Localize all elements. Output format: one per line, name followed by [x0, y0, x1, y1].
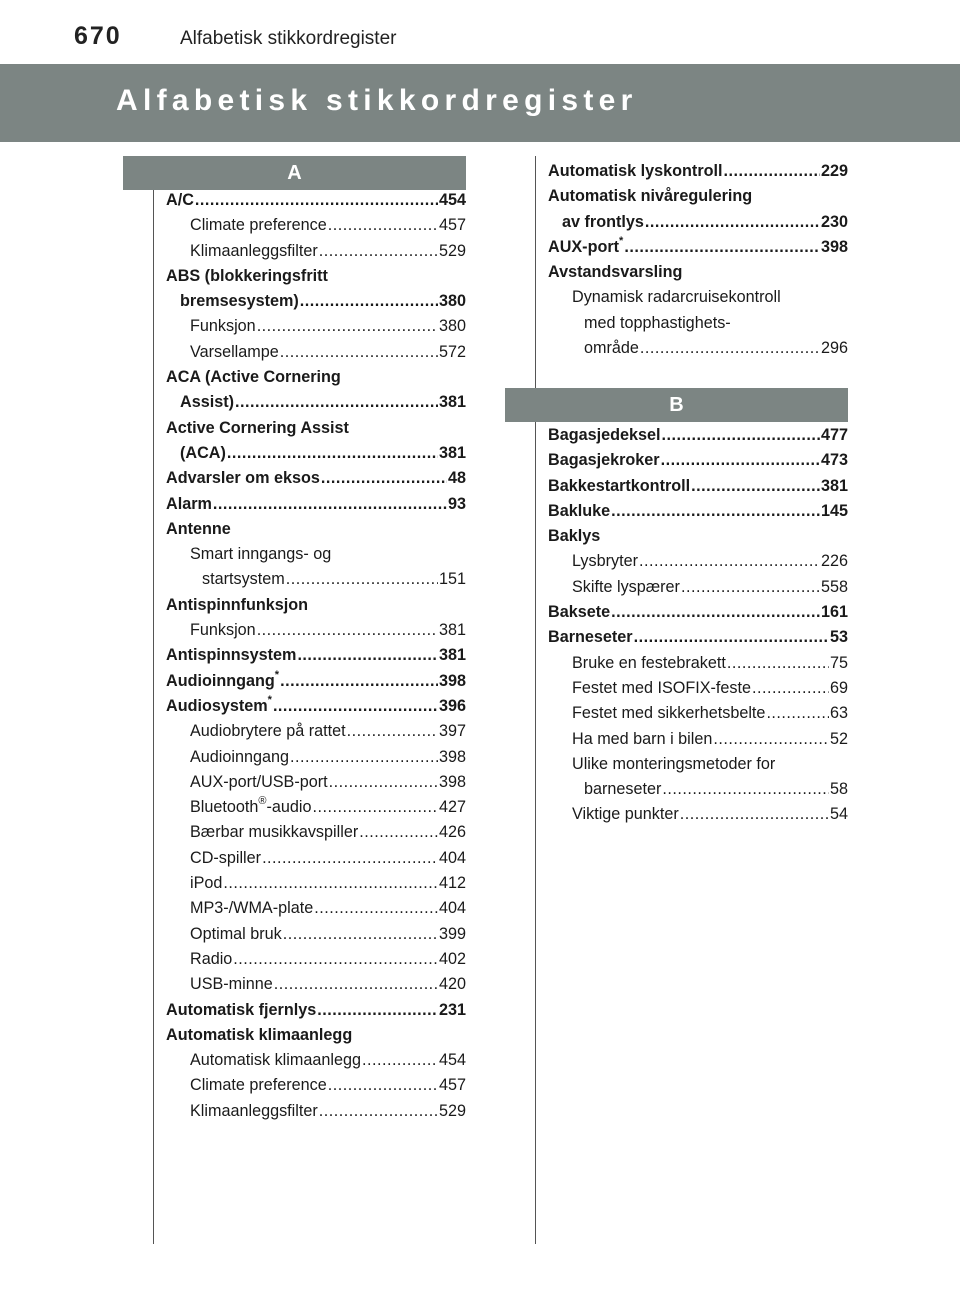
- dot-leader: [283, 922, 438, 947]
- superscript-mark: *: [267, 693, 272, 706]
- index-entry: [166, 669, 466, 694]
- index-entry: [166, 820, 466, 845]
- dot-leader: [359, 820, 438, 845]
- index-entry-label: Active Cornering Assist: [166, 418, 349, 437]
- index-entry: [548, 600, 848, 625]
- index-entry: [548, 184, 848, 209]
- index-entry-page: 54: [829, 805, 848, 824]
- index-entry-page: 381: [438, 443, 466, 462]
- dot-leader: [661, 423, 820, 448]
- index-entry: [166, 188, 466, 213]
- index-entry-label: område: [584, 339, 639, 358]
- index-entry-page: 151: [438, 570, 466, 589]
- index-entry-label: Festet med ISOFIX-feste: [572, 678, 752, 697]
- index-entry-page: 381: [820, 476, 848, 495]
- index-entry: [548, 625, 848, 650]
- index-entry-label: barneseter: [584, 780, 662, 799]
- index-entry: [166, 239, 466, 264]
- index-entry-label: Baklys: [548, 527, 601, 546]
- index-entry-page: 457: [438, 216, 466, 235]
- index-entry-page: 230: [820, 212, 848, 231]
- index-entry-label: Festet med sikkerhetsbelte: [572, 704, 766, 723]
- index-entry: [166, 922, 466, 947]
- index-entry-label: Lysbryter: [572, 552, 638, 571]
- index-entry-label: Smart inngangs- og: [190, 545, 332, 564]
- index-entry: [166, 340, 466, 365]
- dot-leader: [680, 802, 829, 827]
- index-entry: [166, 694, 466, 719]
- index-entry-page: 454: [438, 1051, 466, 1070]
- index-entry-page: 161: [820, 603, 848, 622]
- index-entry-page: 93: [447, 494, 466, 513]
- dot-leader: [262, 846, 438, 871]
- index-column-right-top: [548, 159, 848, 361]
- dot-leader: [681, 575, 820, 600]
- index-entry-label: med topphastighets-: [584, 313, 731, 332]
- index-entry-label: Viktige punkter: [572, 805, 679, 824]
- index-entry: [166, 998, 466, 1023]
- index-entry-label: Bruke en festebrakett: [572, 653, 726, 672]
- index-entry-label: Funksjon: [190, 621, 256, 640]
- index-entry-page: 381: [438, 621, 466, 640]
- index-entry: [548, 311, 848, 336]
- index-column-right-b: [548, 423, 848, 828]
- index-entry-page: 380: [438, 317, 466, 336]
- page-number: 670: [74, 22, 122, 50]
- index-entry-page: 229: [820, 162, 848, 180]
- index-entry-label: ACA (Active Cornering: [166, 368, 341, 387]
- index-entry-label: Ha med barn i bilen: [572, 729, 713, 748]
- index-entry-page: 381: [438, 646, 466, 665]
- index-entry: [166, 314, 466, 339]
- dot-leader: [691, 474, 820, 499]
- index-entry-label: AUX-port*: [548, 234, 624, 256]
- index-entry-label: Baksete: [548, 603, 611, 622]
- index-entry-page: 380: [438, 292, 466, 311]
- index-entry-label: Automatisk klimaanlegg: [190, 1051, 361, 1070]
- index-entry-page: 427: [438, 798, 466, 817]
- index-entry: [166, 1073, 466, 1098]
- index-entry: [166, 593, 466, 618]
- index-entry-page: 398: [438, 671, 466, 690]
- page-header: [0, 0, 960, 60]
- index-entry-label: Radio: [190, 949, 233, 968]
- index-entry-page: 426: [438, 823, 466, 842]
- index-entry-label: CD-spiller: [190, 848, 262, 867]
- index-entry: [166, 846, 466, 871]
- dot-leader: [662, 777, 829, 802]
- running-title: Alfabetisk stikkordregister: [180, 28, 397, 49]
- index-entry: [166, 416, 466, 441]
- index-entry-label: Varsellampe: [190, 342, 279, 361]
- right-column-rule: [535, 156, 536, 1244]
- superscript-mark: *: [619, 234, 624, 247]
- index-entry-label: (ACA): [180, 443, 226, 462]
- dot-leader: [328, 1073, 438, 1098]
- dot-leader: [223, 871, 438, 896]
- index-entry-page: 420: [438, 975, 466, 994]
- index-entry-label: Barneseter: [548, 628, 633, 647]
- index-entry-label: Ulike monteringsmetoder for: [572, 754, 776, 773]
- index-entry: [166, 795, 466, 820]
- index-entry-page: 69: [829, 678, 848, 697]
- index-entry-label: Bagasjekroker: [548, 451, 660, 470]
- index-entry-label: startsystem: [202, 570, 285, 589]
- dot-leader: [661, 448, 820, 473]
- index-entry-page: 53: [829, 628, 848, 647]
- index-entry-page: 398: [438, 772, 466, 791]
- index-entry: [548, 448, 848, 473]
- dot-leader: [321, 466, 447, 491]
- index-entry-label: Avstandsvarsling: [548, 263, 683, 282]
- dot-leader: [319, 1099, 438, 1124]
- index-entry-page: 52: [829, 729, 848, 748]
- dot-leader: [328, 213, 438, 238]
- dot-leader: [290, 745, 438, 770]
- superscript-mark: *: [274, 668, 280, 681]
- index-entry: [548, 159, 848, 184]
- dot-leader: [713, 727, 829, 752]
- index-entry-page: 398: [438, 747, 466, 766]
- index-entry-label: Skifte lyspærer: [572, 577, 680, 596]
- index-entry-label: Climate preference: [190, 1076, 327, 1095]
- dot-leader: [213, 492, 447, 517]
- index-entry-label: Optimal bruk: [190, 924, 282, 943]
- dot-leader: [286, 567, 438, 592]
- index-entry-page: 226: [820, 552, 848, 571]
- index-entry: [166, 441, 466, 466]
- index-entry-label: Bærbar musikkavspiller: [190, 823, 359, 842]
- index-entry: [166, 567, 466, 592]
- index-entry: [166, 213, 466, 238]
- dot-leader: [273, 694, 438, 719]
- letter-heading-b: B: [505, 388, 848, 422]
- index-entry: [548, 260, 848, 285]
- dot-leader: [317, 998, 438, 1023]
- index-entry-page: 404: [438, 848, 466, 867]
- index-entry-page: 473: [820, 451, 848, 470]
- index-entry-label: Audioinngang: [190, 747, 290, 766]
- index-entry-label: MP3-/WMA-plate: [190, 899, 314, 918]
- index-entry-label: Bluetooth®-audio: [190, 795, 312, 817]
- index-entry: [166, 1048, 466, 1073]
- index-entry-label: Klimaanleggsfilter: [190, 1101, 318, 1120]
- dot-leader: [611, 499, 820, 524]
- dot-leader: [640, 336, 820, 361]
- index-entry: [548, 651, 848, 676]
- index-column-left: [166, 188, 466, 1124]
- index-entry-page: 572: [438, 342, 466, 361]
- index-entry: [548, 210, 848, 235]
- index-entry: [548, 336, 848, 361]
- index-entry-page: 231: [438, 1000, 466, 1019]
- index-entry-page: 529: [438, 241, 466, 260]
- dot-leader: [274, 972, 438, 997]
- index-entry-page: 58: [829, 780, 848, 799]
- index-entry-label: Assist): [180, 393, 234, 412]
- index-entry-page: 454: [438, 191, 466, 209]
- index-entry: [548, 524, 848, 549]
- index-entry: [548, 752, 848, 777]
- index-entry-page: 398: [820, 237, 848, 256]
- index-entry-label: Advarsler om eksos: [166, 469, 320, 488]
- index-entry: [548, 423, 848, 448]
- dot-leader: [727, 651, 829, 676]
- index-entry-label: USB-minne: [190, 975, 273, 994]
- index-entry-label: Automatisk fjernlys: [166, 1000, 317, 1019]
- index-entry: [166, 745, 466, 770]
- index-entry-label: Climate preference: [190, 216, 327, 235]
- index-entry-page: 48: [447, 469, 466, 488]
- index-entry: [166, 264, 466, 289]
- index-entry-page: 397: [438, 722, 466, 741]
- index-entry: [548, 676, 848, 701]
- dot-leader: [313, 795, 438, 820]
- index-entry: [166, 618, 466, 643]
- index-entry-page: 457: [438, 1076, 466, 1095]
- index-entry-page: 402: [438, 949, 466, 968]
- index-entry-page: 75: [829, 653, 848, 672]
- index-entry: [548, 727, 848, 752]
- index-entry-page: 558: [820, 577, 848, 596]
- dot-leader: [611, 600, 820, 625]
- index-entry-label: bremsesystem): [180, 292, 299, 311]
- index-entry-label: AUX-port/USB-port: [190, 772, 328, 791]
- dot-leader: [329, 770, 438, 795]
- index-entry: [166, 1099, 466, 1124]
- index-entry-label: Audiobrytere på rattet: [190, 722, 346, 741]
- index-entry-label: Funksjon: [190, 317, 256, 336]
- index-entry-page: 396: [438, 696, 466, 715]
- index-entry: [166, 289, 466, 314]
- index-entry: [166, 390, 466, 415]
- index-entry: [166, 972, 466, 997]
- index-entry-label: Antenne: [166, 519, 231, 538]
- dot-leader: [280, 669, 438, 694]
- index-entry-label: iPod: [190, 874, 223, 893]
- index-entry: [166, 770, 466, 795]
- index-entry: [166, 1023, 466, 1048]
- dot-leader: [235, 390, 438, 415]
- dot-leader: [195, 188, 438, 213]
- index-entry: [548, 474, 848, 499]
- index-entry: [166, 896, 466, 921]
- index-entry: [548, 235, 848, 260]
- index-entry: [548, 701, 848, 726]
- index-entry: [548, 549, 848, 574]
- index-entry-label: Antispinnfunksjon: [166, 595, 309, 614]
- dot-leader: [314, 896, 438, 921]
- dot-leader: [752, 676, 829, 701]
- index-entry-page: 412: [438, 874, 466, 893]
- index-entry-label: Dynamisk radarcruisekontroll: [572, 288, 781, 307]
- dot-leader: [233, 947, 438, 972]
- index-entry-page: 399: [438, 924, 466, 943]
- index-entry-label: Automatisk lyskontroll: [548, 162, 723, 180]
- left-column-rule: [153, 186, 154, 1244]
- index-entry-page: 296: [820, 339, 848, 358]
- index-entry-label: A/C: [166, 191, 194, 209]
- dot-leader: [645, 210, 820, 235]
- dot-leader: [257, 618, 438, 643]
- index-entry-label: Automatisk klimaanlegg: [166, 1025, 353, 1044]
- index-entry-page: 63: [829, 704, 848, 723]
- dot-leader: [624, 235, 820, 260]
- index-entry: [548, 499, 848, 524]
- dot-leader: [639, 549, 820, 574]
- section-title-band: [0, 64, 960, 142]
- letter-heading-a: A: [123, 156, 466, 190]
- index-entry: [166, 719, 466, 744]
- index-entry-label: av frontlys: [562, 212, 644, 231]
- index-entry-page: 404: [438, 899, 466, 918]
- index-entry-label: Audiosystem*: [166, 693, 272, 715]
- section-title: Alfabetisk stikkordregister: [116, 84, 638, 117]
- index-entry: [166, 365, 466, 390]
- index-entry-page: 477: [820, 426, 848, 444]
- index-entry: [166, 517, 466, 542]
- index-entry-page: 145: [820, 501, 848, 520]
- index-entry-label: Audioinngang*: [166, 668, 280, 690]
- dot-leader: [297, 643, 438, 668]
- dot-leader: [280, 340, 438, 365]
- index-entry: [548, 802, 848, 827]
- index-entry-label: Bagasjedeksel: [548, 426, 661, 444]
- index-entry-label: Bakluke: [548, 501, 611, 520]
- index-entry: [166, 466, 466, 491]
- index-entry-label: Klimaanleggsfilter: [190, 241, 318, 260]
- superscript-mark: ®: [258, 795, 267, 808]
- index-entry: [548, 285, 848, 310]
- index-entry-label: Bakkestartkontroll: [548, 476, 691, 495]
- index-entry-label: Automatisk nivåregulering: [548, 187, 753, 206]
- dot-leader: [300, 289, 438, 314]
- index-entry: [548, 777, 848, 802]
- index-entry: [166, 947, 466, 972]
- index-entry-page: 381: [438, 393, 466, 412]
- index-entry-page: 529: [438, 1101, 466, 1120]
- dot-leader: [347, 719, 438, 744]
- dot-leader: [362, 1048, 438, 1073]
- dot-leader: [227, 441, 438, 466]
- dot-leader: [319, 239, 438, 264]
- index-entry-label: Antispinnsystem: [166, 646, 297, 665]
- index-entry: [166, 542, 466, 567]
- dot-leader: [766, 701, 829, 726]
- index-entry: [166, 492, 466, 517]
- index-entry-label: ABS (blokkeringsfritt: [166, 266, 328, 285]
- index-entry: [166, 643, 466, 668]
- dot-leader: [634, 625, 829, 650]
- index-entry: [548, 575, 848, 600]
- dot-leader: [724, 159, 820, 184]
- index-entry: [166, 871, 466, 896]
- dot-leader: [257, 314, 438, 339]
- index-entry-label: Alarm: [166, 494, 212, 513]
